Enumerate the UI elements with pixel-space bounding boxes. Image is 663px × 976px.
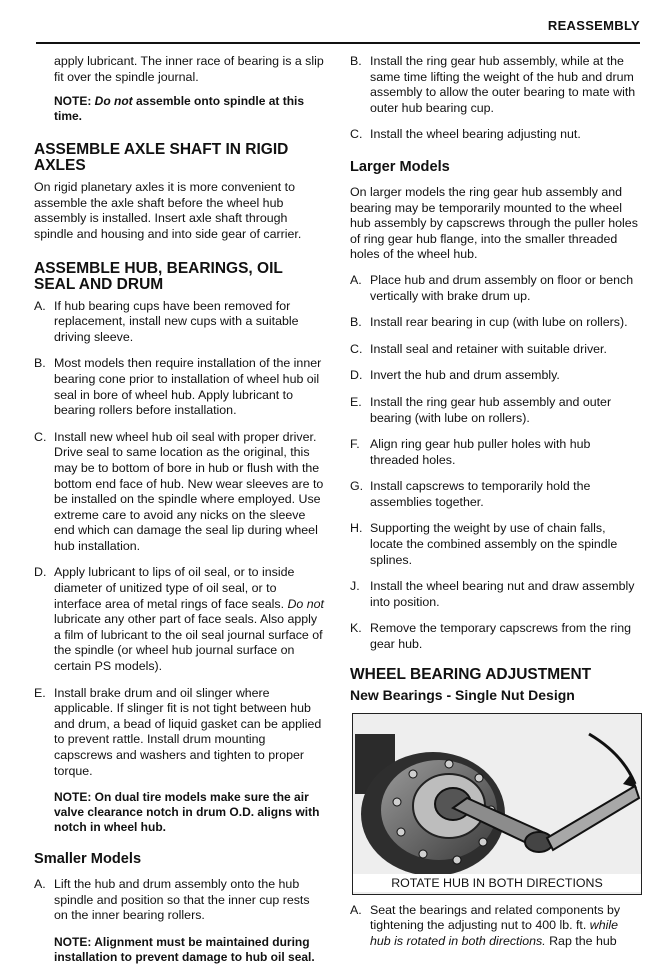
list-item: J. Install the wheel bearing nut and draw assembly into position. [350, 579, 635, 609]
list-item: F. Align ring gear hub puller holes with hub threaded holes. [350, 437, 591, 467]
section-title: REASSEMBLY [547, 18, 640, 33]
axle-shaft-paragraph: On rigid planetary axles it is more convenient to assemble the axle shaft before the wheel hub assembly is installed. Insert axle shaft through spindle and housing and into side gear of carrier. [34, 180, 302, 241]
figure-caption: ROTATE HUB IN BOTH DIRECTIONS [353, 874, 641, 892]
hub-wrench-drawing [353, 714, 641, 894]
list-item: G. Install capscrews to temporarily hold the assemblies together. [350, 479, 591, 509]
page-header [36, 18, 640, 44]
list-item: E. Install the ring gear hub assembly and outer bearing (with lube on rollers). [350, 394, 612, 425]
heading-smaller-models: Smaller Models [34, 851, 142, 868]
list-item: H. Supporting the weight by use of chain falls, locate the combined assembly on the spindle splines. [350, 521, 618, 567]
note-dual-tire: NOTE: On dual tire models make sure the air valve clearance notch in drum O.D. aligns with notch in wheel hub. [54, 790, 320, 835]
list-item: B. Install rear bearing in cup (with lube on rollers). [350, 315, 628, 330]
list-item: C. Install seal and retainer with suitable driver. [350, 341, 607, 356]
list-item: E. Install brake drum and oil slinger where applicable. If slinger fit is not tight between hub and drum, a bead of liquid gasket can be applied to prevent rattle. Install drum mounting capscrews and washers and tighten to proper torque. [34, 685, 322, 778]
left-column [34, 54, 325, 976]
list-item: A. If hub bearing cups have been removed for replacement, install new cups with a suitable driving sleeve. [34, 298, 299, 344]
note-alignment: NOTE: Alignment must be maintained during installation to prevent damage to hub oil seal. [54, 934, 315, 964]
subheading-new-bearings: New Bearings - Single Nut Design [350, 686, 575, 703]
heading-larger-models: Larger Models [350, 158, 450, 175]
list-item: A. Lift the hub and drum assembly onto the hub spindle and position so that the inner cup rests on the inner bearing rollers. [34, 877, 310, 923]
list-item: A. Place hub and drum assembly on floor or bench vertically with brake drum up. [350, 272, 634, 303]
list-item: D. Apply lubricant to lips of oil seal, or to inside diameter of unitized type of oil seal, or to interface area of metal rings of face seals. Do not lubricate any other part of face seals. Also apply a film of lubricant to the oil seal journal surface of the spindle (or wheel hub journal surface on certain PS models). [34, 565, 324, 674]
hub-rotation-illustration [352, 713, 642, 895]
list-item: D. Invert the hub and drum assembly. [350, 368, 560, 383]
intro-paragraph: apply lubricant. The inner race of bearing is a slip fit over the spindle journal. [54, 54, 324, 84]
list-item: B. Most models then require installation of the inner bearing cone prior to installation of wheel hub oil seal in bore of wheel hub. Apply lubricant to bearing rollers before installation. [34, 356, 322, 418]
larger-models-paragraph: On larger models the ring gear hub assembly and bearing may be temporarily mounted to the wheel hub assembly by capscrews through the puller holes of ring gear hub flange, into the smaller threaded holes of the wheel hub. [350, 184, 638, 262]
list-item: B. Install the ring gear hub assembly, while at the same time lifting the weight of the hub and drum assembly to allow the outer bearing to mate with outer hub bearing cup. [350, 54, 636, 115]
heading-wheel-bearing-adjustment: WHEEL BEARING ADJUSTMENT [350, 665, 592, 683]
list-item: C. Install the wheel bearing adjusting nut. [350, 127, 581, 142]
note-do-not-assemble: NOTE: Do not assemble onto spindle at this time. [54, 94, 305, 124]
list-item: K. Remove the temporary capscrews from the ring gear hub. [350, 621, 631, 652]
list-item: A. Seat the bearings and related components by tightening the adjusting nut to 400 lb. ft. while hub is rotated in both directions. Rap the hub [350, 902, 621, 948]
heading-assemble-axle-shaft: ASSEMBLE AXLE SHAFT IN RIGID AXLES [34, 141, 289, 175]
heading-assemble-hub: ASSEMBLE HUB, BEARINGS, OIL SEAL AND DRUM [34, 259, 283, 293]
list-item: C. Install new wheel hub oil seal with proper driver. Drive seal to same location as the original, this may be to bottom of bore in hub or flush with the bottom end face of hub. New wear sleeves are to be installed on the spindle where employed. Use extreme care to avoid any nicks on the sleeve end which can damage the seal lip during wheel hub installation. [34, 429, 324, 553]
right-column [350, 54, 640, 960]
